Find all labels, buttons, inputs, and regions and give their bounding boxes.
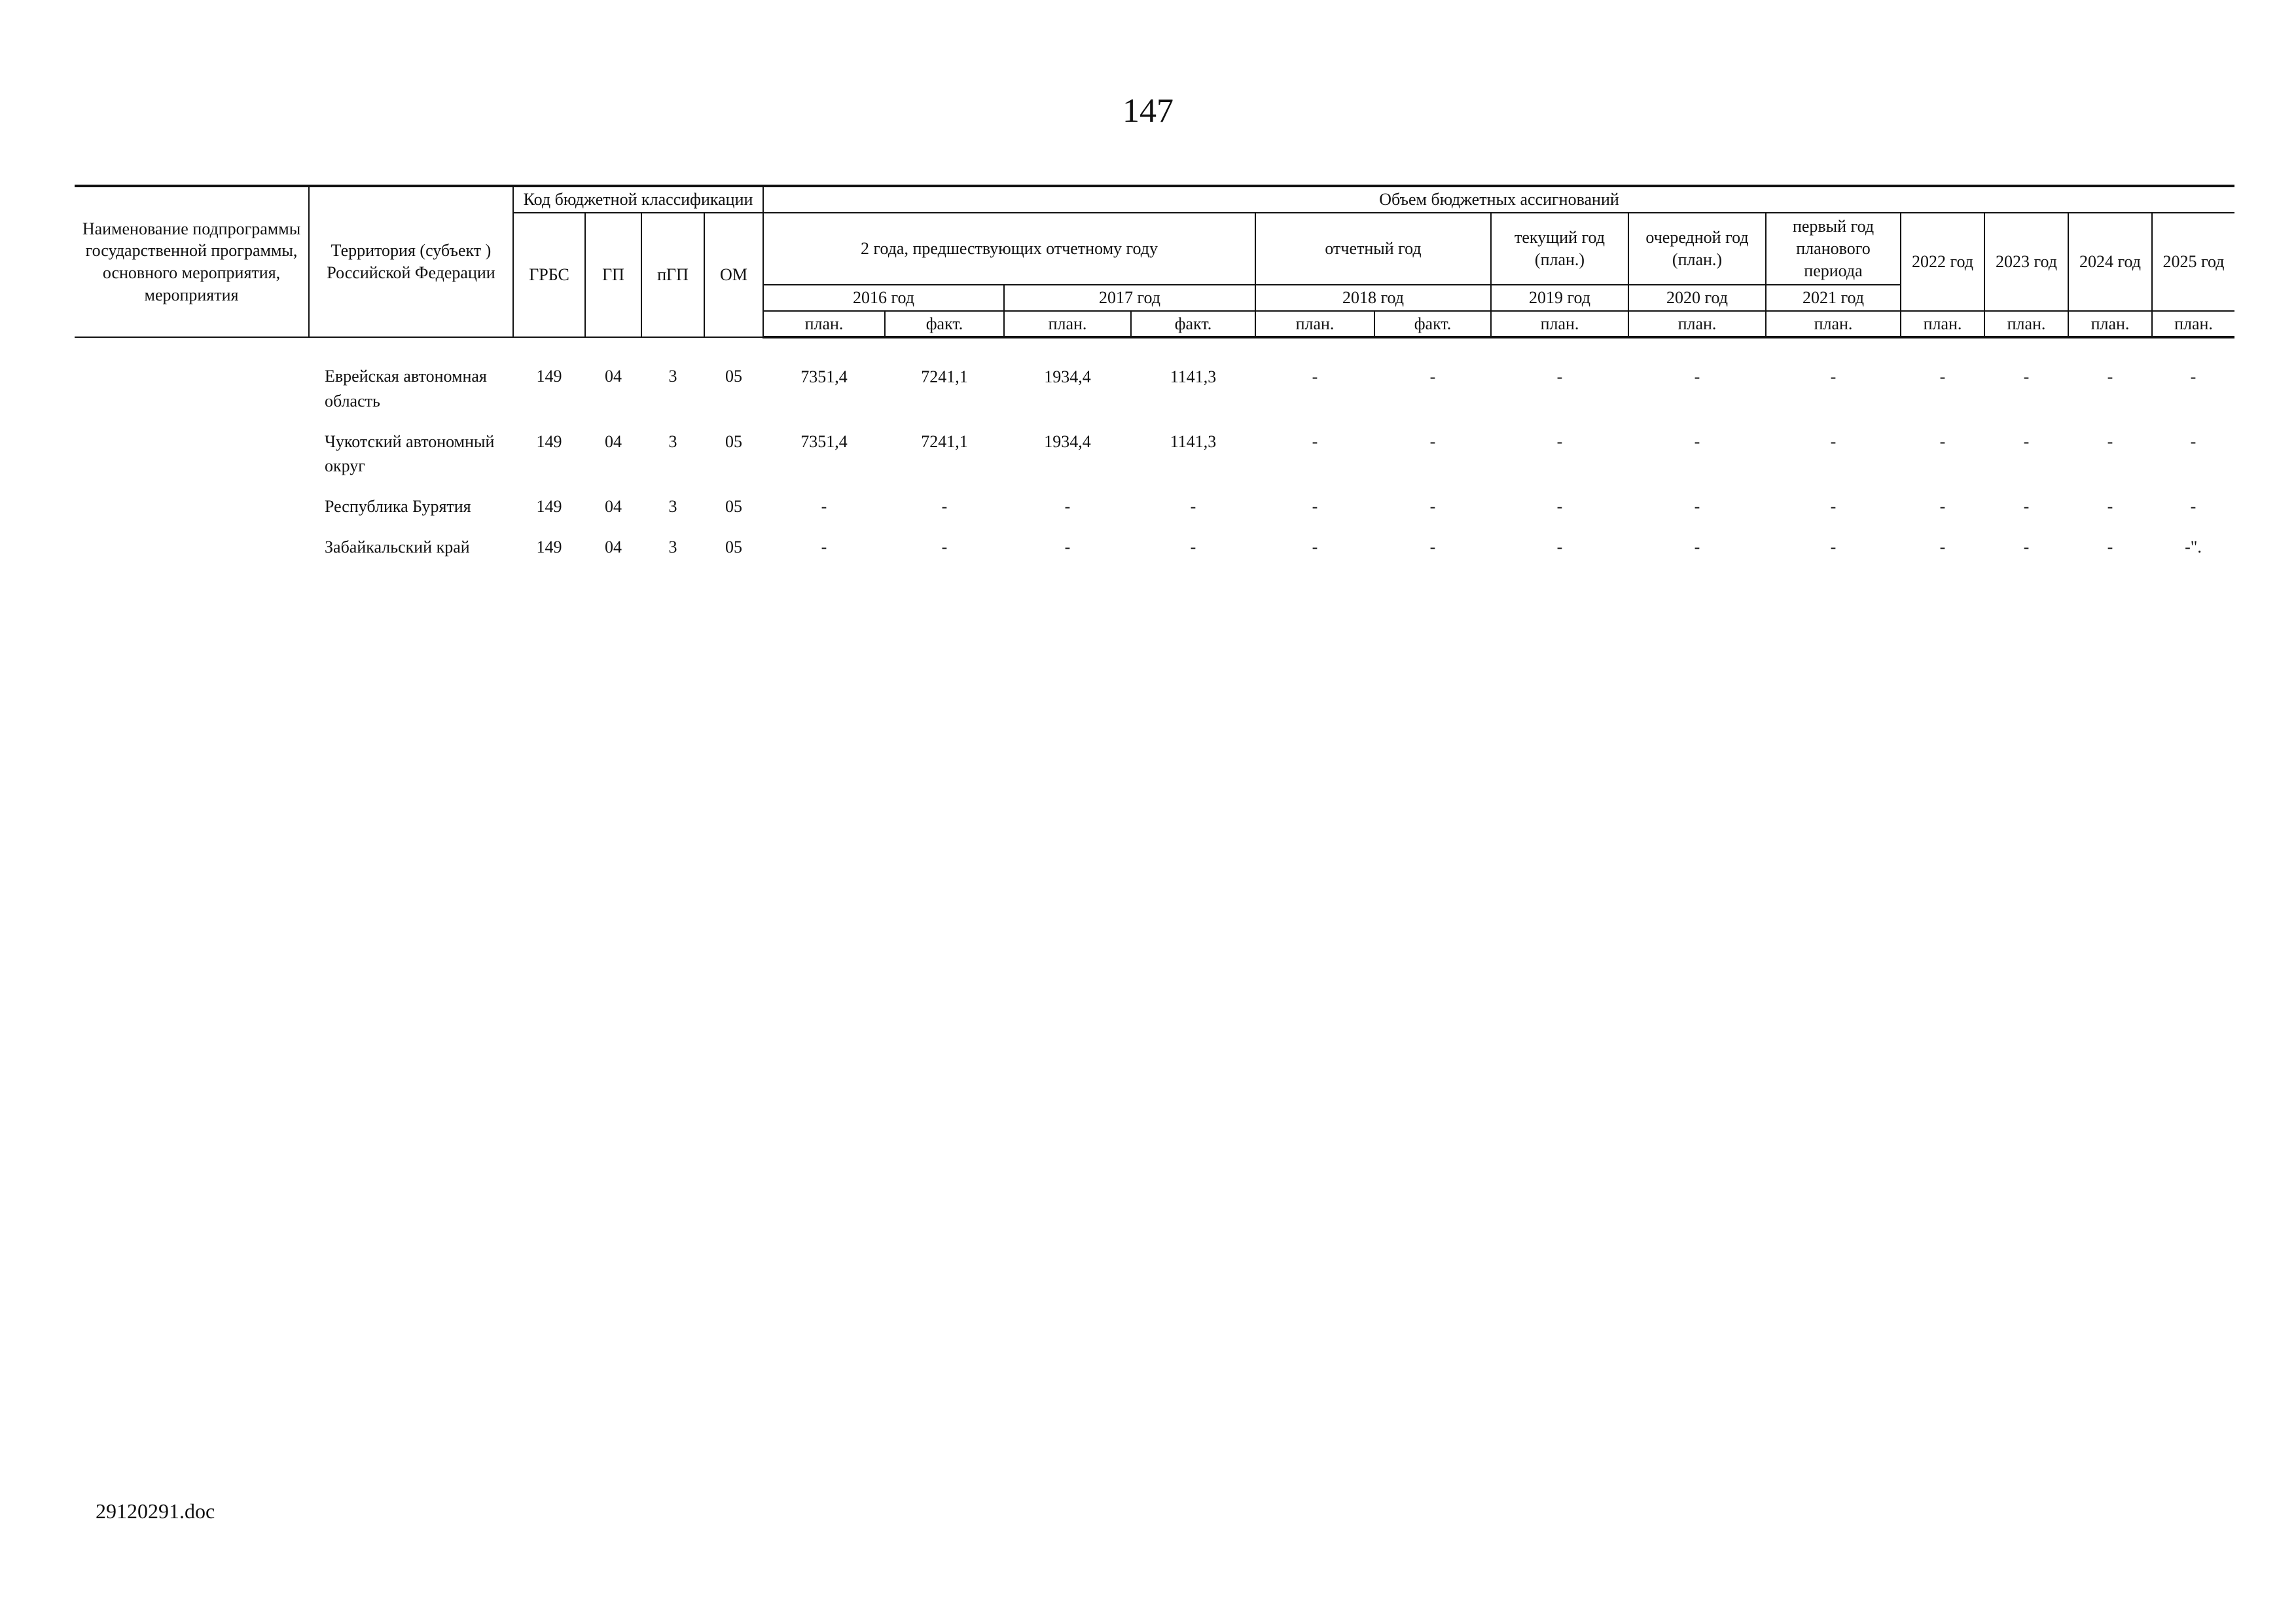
header-unit: факт. (1374, 311, 1491, 338)
table-row (75, 420, 2234, 485)
grbs-cell: 149 (536, 431, 562, 451)
pgp-cell: 3 (668, 367, 677, 386)
header-unit: факт. (1131, 311, 1255, 338)
header-unit: план. (1255, 311, 1374, 338)
om-cell: 05 (725, 367, 742, 386)
header-year-2017: 2017 год (1004, 285, 1255, 311)
header-unit: план. (1491, 311, 1628, 338)
header-unit: план. (1628, 311, 1766, 338)
table-row (75, 485, 2234, 526)
header-unit: план. (1984, 311, 2068, 338)
budget-allocation-table (75, 185, 2234, 566)
header-next-year: очередной год (план.) (1628, 213, 1766, 285)
header-year-2024: 2024 год (2068, 213, 2152, 311)
gp-cell: 04 (605, 537, 622, 556)
table-row (75, 526, 2234, 566)
grbs-cell: 149 (536, 497, 562, 517)
om-cell: 05 (725, 537, 742, 556)
value-cell: - (821, 497, 827, 517)
value-cell: - (2107, 367, 2113, 387)
header-year-2021: 2021 год (1766, 285, 1901, 311)
value-cell: 7351,4 (800, 367, 848, 387)
om-cell: 05 (725, 497, 742, 517)
header-current-year: текущий год (план.) (1491, 213, 1628, 285)
pgp-cell: 3 (668, 431, 677, 451)
value-cell: - (1312, 367, 1318, 387)
value-cell: - (1312, 431, 1318, 451)
header-year-2016: 2016 год (763, 285, 1004, 311)
header-unit: план. (1766, 311, 1901, 338)
value-cell: - (1939, 367, 1946, 387)
header-grbs: ГРБС (513, 213, 585, 338)
value-cell: - (1556, 497, 1563, 517)
value-cell: - (1830, 367, 1837, 387)
header-gp: ГП (585, 213, 641, 338)
om-cell: 05 (725, 431, 742, 451)
value-cell: - (2023, 497, 2030, 517)
territory-cell: Еврейская автономная область (325, 367, 487, 411)
value-cell: 7241,1 (921, 431, 968, 451)
pgp-cell: 3 (668, 537, 677, 556)
value-cell: - (2190, 431, 2197, 451)
value-cell: - (1694, 367, 1700, 387)
value-cell: - (1556, 431, 1563, 451)
value-cell: - (2023, 367, 2030, 387)
value-cell: - (1064, 537, 1071, 556)
header-report-year: отчетный год (1255, 213, 1491, 285)
header-unit: факт. (885, 311, 1004, 338)
header-year-2019: 2019 год (1491, 285, 1628, 311)
header-first-plan-year: первый год планового периода (1766, 213, 1901, 285)
header-volume-group: Объем бюджетных ассигнований (763, 186, 2234, 213)
header-unit: план. (2068, 311, 2152, 338)
program-name-cell (75, 526, 309, 566)
header-budget-code-group: Код бюджетной классификации (513, 186, 763, 213)
value-cell: - (1694, 431, 1700, 451)
table-row (75, 337, 2234, 420)
value-cell: - (1556, 537, 1563, 556)
header-year-2020: 2020 год (1628, 285, 1766, 311)
grbs-cell: 149 (536, 367, 562, 386)
header-unit: план. (1901, 311, 1984, 338)
value-cell: - (941, 497, 948, 517)
pgp-cell: 3 (668, 497, 677, 517)
value-cell: - (1312, 537, 1318, 556)
value-cell: 1934,4 (1044, 431, 1091, 451)
territory-cell: Чукотский автономный округ (325, 431, 495, 476)
value-cell: - (1939, 497, 1946, 517)
value-cell: - (1830, 497, 1837, 517)
value-cell: - (1939, 537, 1946, 556)
program-name-cell (75, 337, 309, 420)
header-year-2022: 2022 год (1901, 213, 1984, 311)
value-cell: - (2023, 431, 2030, 451)
value-cell: - (1312, 497, 1318, 517)
grbs-cell: 149 (536, 537, 562, 556)
table-body (75, 337, 2234, 566)
value-cell: - (1429, 367, 1436, 387)
value-cell: - (1429, 537, 1436, 556)
value-cell: - (1694, 497, 1700, 517)
value-cell: - (2023, 537, 2030, 556)
value-cell: - (1429, 431, 1436, 451)
value-cell: - (1939, 431, 1946, 451)
program-name-cell (75, 485, 309, 526)
value-cell: - (1190, 497, 1196, 517)
program-name-cell (75, 420, 309, 485)
gp-cell: 04 (605, 431, 622, 451)
value-cell: - (2107, 431, 2113, 451)
value-cell: - (1190, 537, 1196, 556)
gp-cell: 04 (605, 497, 622, 517)
header-unit: план. (2152, 311, 2234, 338)
value-cell: 1934,4 (1044, 367, 1091, 387)
value-cell: - (2107, 497, 2113, 517)
territory-cell: Забайкальский край (325, 537, 470, 556)
value-cell: - (1830, 537, 1837, 556)
header-prev-two-years: 2 года, предшествующих отчетному году (763, 213, 1255, 285)
territory-cell: Республика Бурятия (325, 497, 471, 517)
value-cell: - (941, 537, 948, 556)
value-cell: - (1429, 497, 1436, 517)
value-cell: - (1830, 431, 1837, 451)
header-om: ОМ (704, 213, 763, 338)
header-pgp: пГП (641, 213, 704, 338)
value-cell: - (1064, 497, 1071, 517)
value-cell: - (2107, 537, 2113, 556)
header-program-name: Наименование подпрограммы государственной программы, основного мероприятия, мероприятия (75, 186, 309, 337)
value-cell: - (1694, 537, 1700, 556)
value-cell: - (2190, 497, 2197, 517)
header-year-2025: 2025 год (2152, 213, 2234, 311)
header-year-2018: 2018 год (1255, 285, 1491, 311)
header-unit: план. (763, 311, 885, 338)
header-territory: Территория (субъект ) Российской Федерации (309, 186, 513, 337)
value-cell: 7351,4 (800, 431, 848, 451)
value-cell: - (2190, 367, 2197, 387)
value-cell: - (821, 537, 827, 556)
value-cell: 7241,1 (921, 367, 968, 387)
page-number: 147 (1122, 92, 1174, 130)
value-cell: -". (2185, 537, 2202, 556)
header-unit: план. (1004, 311, 1131, 338)
value-cell: 1141,3 (1170, 431, 1217, 451)
footer-filename: 29120291.doc (96, 1499, 215, 1523)
value-cell: 1141,3 (1170, 367, 1217, 387)
gp-cell: 04 (605, 367, 622, 386)
value-cell: - (1556, 367, 1563, 387)
header-year-2023: 2023 год (1984, 213, 2068, 311)
